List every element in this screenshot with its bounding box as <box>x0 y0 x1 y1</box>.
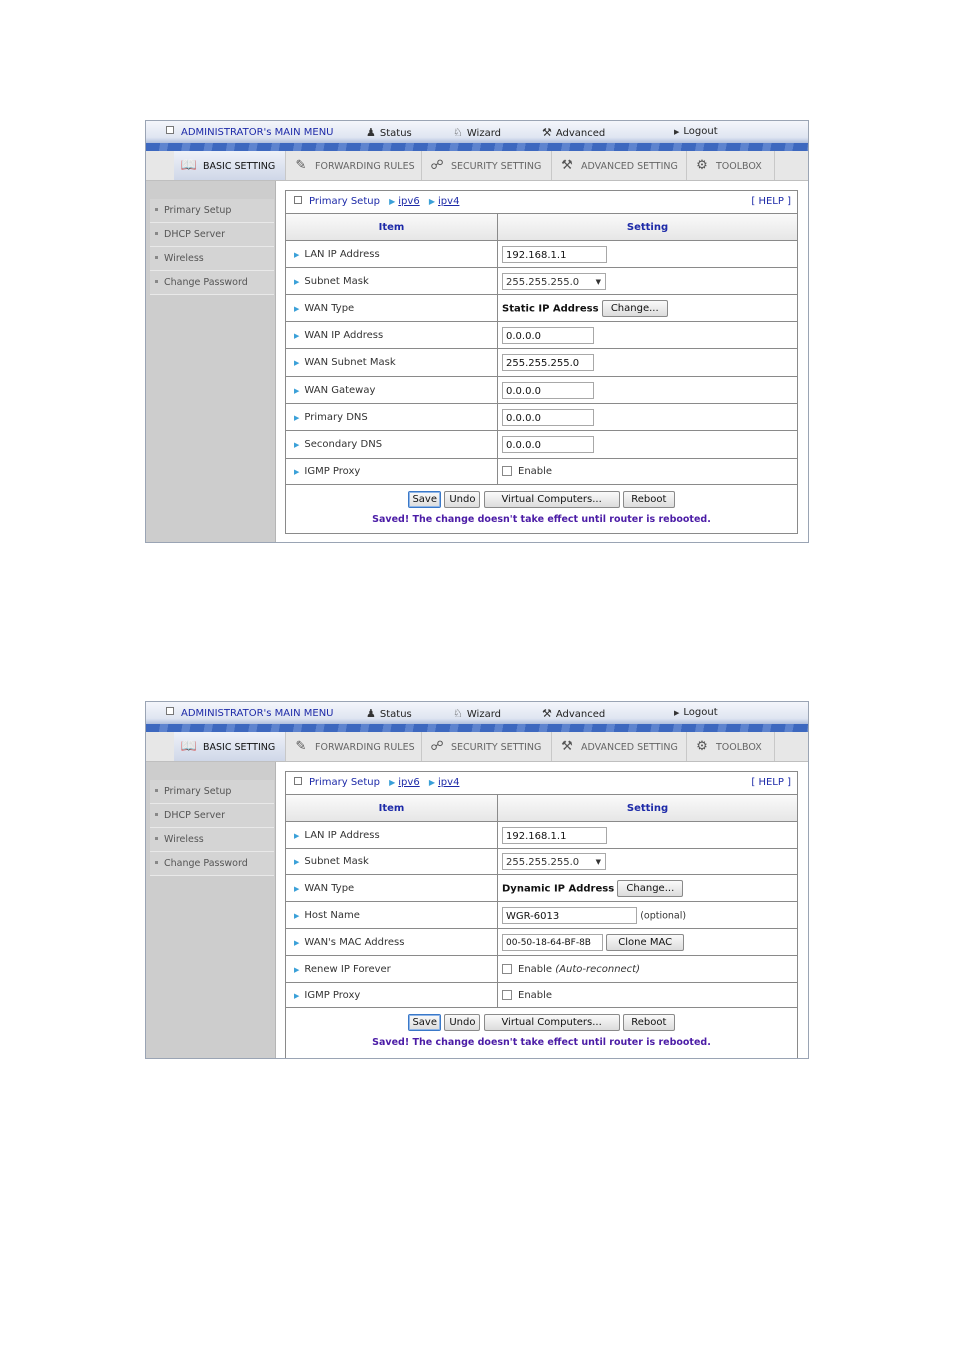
logout-link[interactable]: ▶ Logout <box>674 126 718 137</box>
table-row <box>286 875 797 902</box>
secondary-dns-label: Secondary DNS <box>304 439 383 450</box>
tab-security-setting[interactable]: ☍ SECURITY SETTING <box>422 151 552 180</box>
lan-ip-input[interactable]: 192.168.1.1 <box>502 246 607 263</box>
forward-icon: ✎ <box>295 158 307 173</box>
tab-forwarding-rules[interactable]: ✎ FORWARDING RULES <box>286 732 422 761</box>
square-icon <box>166 707 174 715</box>
wan-type-label: WAN Type <box>304 302 355 314</box>
table-row <box>286 956 797 983</box>
bullet-icon <box>155 280 158 283</box>
lock-icon: ☍ <box>430 739 444 754</box>
menu-stripe <box>146 143 808 151</box>
sidebar <box>146 762 276 1058</box>
chevron-down-icon: ▼ <box>595 858 601 866</box>
primary-setup-panel <box>285 190 798 534</box>
auto-reconnect-hint: (Auto-reconnect) <box>555 963 641 975</box>
admin-menu-title[interactable]: ADMINISTRATOR's MAIN MENU <box>166 126 334 138</box>
host-name-input[interactable]: WGR-6013 <box>502 907 637 924</box>
ipv4-link[interactable]: ipv4 <box>438 196 460 207</box>
primary-dns-input[interactable]: 0.0.0.0 <box>502 409 594 426</box>
tab-toolbox[interactable]: ⚙ TOOLBOX <box>687 151 775 180</box>
table-row <box>286 822 797 849</box>
save-button[interactable]: Save <box>408 1014 441 1031</box>
wan-type-value: Dynamic IP Address <box>502 883 615 894</box>
tab-bar <box>146 151 808 181</box>
saved-message: Saved! The change doesn't take effect until router is rebooted. <box>372 1037 711 1048</box>
setting-header: Setting <box>498 214 798 241</box>
breadcrumb <box>286 772 797 795</box>
bullet-icon <box>155 837 158 840</box>
chevron-down-icon: ▼ <box>595 277 601 286</box>
square-icon <box>294 777 302 785</box>
igmp-proxy-label: IGMP Proxy <box>304 989 361 1001</box>
wan-type-label: WAN Type <box>304 882 355 894</box>
status-link[interactable]: ♟ Status <box>366 126 412 139</box>
wan-subnet-mask-label: WAN Subnet Mask <box>304 357 396 368</box>
toolbox-icon: ⚙ <box>696 739 708 754</box>
help-link[interactable]: [ HELP ] <box>751 196 791 207</box>
subnet-mask-label: Subnet Mask <box>304 856 369 867</box>
wan-subnet-mask-input[interactable]: 255.255.255.0 <box>502 354 594 371</box>
tools-icon: ⚒ <box>542 126 552 139</box>
table-row <box>286 241 797 268</box>
form-footer <box>286 1008 797 1059</box>
renew-enable-label: Enable <box>518 963 553 975</box>
tools-icon: ⚒ <box>542 707 552 720</box>
wan-ip-input[interactable]: 0.0.0.0 <box>502 327 594 344</box>
table-row <box>286 459 797 485</box>
advanced-link[interactable]: ⚒ Advanced <box>542 126 606 139</box>
book-icon: 📖 <box>180 739 198 754</box>
table-row <box>286 349 797 377</box>
arrow-right-icon: ▶ <box>674 128 680 136</box>
tab-advanced-setting[interactable]: ⚒ ADVANCED SETTING <box>552 732 687 761</box>
igmp-proxy-label: IGMP Proxy <box>304 466 361 477</box>
arrow-icon: ▶ <box>428 778 436 787</box>
table-row <box>286 983 797 1008</box>
person-icon: ♟ <box>366 126 376 139</box>
settings-table <box>286 795 797 1008</box>
table-row <box>286 322 797 349</box>
save-button[interactable]: Save <box>408 491 441 508</box>
virtual-computers-button[interactable]: Virtual Computers... <box>484 491 620 508</box>
sidebar-item-change-password[interactable]: Change Password <box>150 271 274 295</box>
wizard-icon: ♘ <box>453 707 463 720</box>
arrow-icon: ▶ <box>294 858 300 866</box>
bullet-icon <box>155 208 158 211</box>
arrow-icon: ▶ <box>294 965 300 974</box>
tab-bar <box>146 732 808 762</box>
ipv4-link[interactable]: ipv4 <box>438 777 460 788</box>
arrow-icon: ▶ <box>294 911 300 920</box>
tab-basic-setting[interactable]: 📖 BASIC SETTING <box>174 732 286 761</box>
arrow-icon: ▶ <box>294 413 300 422</box>
arrow-icon: ▶ <box>294 884 300 893</box>
sidebar-item-primary-setup[interactable]: Primary Setup <box>150 199 274 223</box>
tools-icon: ⚒ <box>561 158 573 173</box>
square-icon <box>166 126 174 134</box>
book-icon: 📖 <box>180 158 198 173</box>
sidebar-item-wireless[interactable]: Wireless <box>150 828 274 852</box>
lock-icon: ☍ <box>430 158 444 173</box>
admin-menu-title[interactable]: ADMINISTRATOR's MAIN MENU <box>166 707 334 719</box>
subnet-mask-select[interactable]: 255.255.255.0 ▼ <box>502 853 606 870</box>
primary-dns-label: Primary DNS <box>304 411 368 423</box>
undo-button[interactable]: Undo <box>444 491 480 508</box>
item-header: Item <box>286 214 498 241</box>
wan-type-value: Static IP Address <box>502 303 599 314</box>
wizard-link[interactable]: ♘ Wizard <box>453 707 501 720</box>
router-screen-dynamic <box>145 701 809 1059</box>
arrow-icon: ▶ <box>389 778 396 787</box>
bullet-icon <box>155 789 158 792</box>
sidebar-item-wireless[interactable]: Wireless <box>150 247 274 271</box>
arrow-icon: ▶ <box>294 386 300 395</box>
ipv6-link[interactable]: ipv6 <box>398 196 420 207</box>
lan-ip-label: LAN IP Address <box>304 248 380 260</box>
sidebar-item-change-password[interactable]: Change Password <box>150 852 274 876</box>
toolbox-icon: ⚙ <box>696 158 708 173</box>
undo-button[interactable]: Undo <box>444 1014 480 1031</box>
secondary-dns-input[interactable]: 0.0.0.0 <box>502 436 594 453</box>
bullet-icon <box>155 232 158 235</box>
advanced-link[interactable]: ⚒ Advanced <box>542 707 606 720</box>
person-icon: ♟ <box>366 707 376 720</box>
wan-ip-label: WAN IP Address <box>304 329 384 341</box>
igmp-proxy-checkbox[interactable] <box>502 466 512 476</box>
tab-security-setting[interactable]: ☍ SECURITY SETTING <box>422 732 552 761</box>
arrow-icon: ▶ <box>294 277 300 286</box>
logout-link[interactable]: ▶ Logout <box>674 707 718 718</box>
item-header: Item <box>286 795 498 822</box>
change-wan-type-button[interactable]: Change... <box>617 880 683 897</box>
reboot-button[interactable]: Reboot <box>623 491 675 508</box>
arrow-right-icon: ▶ <box>674 709 680 717</box>
arrow-icon: ▶ <box>294 468 300 476</box>
tools-icon: ⚒ <box>561 739 573 754</box>
sidebar-item-primary-setup[interactable]: Primary Setup <box>150 780 274 804</box>
main-menu-bar <box>146 121 808 151</box>
help-link[interactable]: [ HELP ] <box>751 777 791 788</box>
table-row <box>286 929 797 956</box>
arrow-icon: ▶ <box>294 304 300 313</box>
change-wan-type-button[interactable]: Change... <box>602 300 668 317</box>
table-row <box>286 902 797 929</box>
igmp-enable-label: Enable <box>518 989 553 1001</box>
wizard-link[interactable]: ♘ Wizard <box>453 126 501 139</box>
tab-forwarding-rules[interactable]: ✎ FORWARDING RULES <box>286 151 422 180</box>
table-row <box>286 377 797 404</box>
breadcrumb-primary-setup: Primary Setup <box>309 777 380 788</box>
sidebar-item-dhcp-server[interactable]: DHCP Server <box>150 223 274 247</box>
virtual-computers-button[interactable]: Virtual Computers... <box>484 1014 620 1031</box>
bullet-icon <box>155 861 158 864</box>
wan-mac-input[interactable]: 00-50-18-64-BF-8B <box>502 934 603 951</box>
arrow-icon: ▶ <box>389 197 396 206</box>
breadcrumb <box>286 191 797 214</box>
arrow-icon: ▶ <box>428 197 436 206</box>
status-link[interactable]: ♟ Status <box>366 707 412 720</box>
table-row <box>286 849 797 875</box>
wizard-icon: ♘ <box>453 126 463 139</box>
lan-ip-input[interactable]: 192.168.1.1 <box>502 827 607 844</box>
arrow-icon: ▶ <box>294 441 300 449</box>
ipv6-link[interactable]: ipv6 <box>398 777 420 788</box>
renew-ip-label: Renew IP Forever <box>304 963 391 975</box>
bullet-icon <box>155 813 158 816</box>
table-row <box>286 268 797 295</box>
main-menu-bar <box>146 702 808 732</box>
table-row <box>286 295 797 322</box>
wan-gateway-input[interactable]: 0.0.0.0 <box>502 382 594 399</box>
arrow-icon: ▶ <box>294 331 300 340</box>
subnet-mask-select[interactable]: 255.255.255.0 ▼ <box>502 273 606 290</box>
arrow-icon: ▶ <box>294 938 300 947</box>
host-name-hint: (optional) <box>640 910 687 921</box>
settings-table <box>286 214 797 485</box>
breadcrumb-primary-setup: Primary Setup <box>309 196 380 207</box>
menu-stripe <box>146 724 808 732</box>
arrow-icon: ▶ <box>294 831 300 840</box>
subnet-mask-label: Subnet Mask <box>304 275 369 287</box>
table-row <box>286 431 797 459</box>
sidebar <box>146 181 276 542</box>
reboot-button[interactable]: Reboot <box>623 1014 675 1031</box>
forward-icon: ✎ <box>295 739 307 754</box>
bullet-icon <box>155 256 158 259</box>
tab-toolbox[interactable]: ⚙ TOOLBOX <box>687 732 775 761</box>
tab-basic-setting[interactable]: 📖 BASIC SETTING <box>174 151 286 180</box>
form-footer <box>286 485 797 533</box>
primary-setup-panel <box>285 771 798 1059</box>
arrow-icon: ▶ <box>294 359 300 367</box>
wan-gateway-label: WAN Gateway <box>304 384 376 396</box>
host-name-label: Host Name <box>304 909 360 921</box>
router-screen-static <box>145 120 809 543</box>
tab-advanced-setting[interactable]: ⚒ ADVANCED SETTING <box>552 151 687 180</box>
saved-message: Saved! The change doesn't take effect until router is rebooted. <box>372 514 711 525</box>
lan-ip-label: LAN IP Address <box>304 829 380 841</box>
renew-ip-checkbox[interactable] <box>502 964 512 974</box>
igmp-enable-label: Enable <box>518 466 553 477</box>
arrow-icon: ▶ <box>294 250 300 259</box>
sidebar-item-dhcp-server[interactable]: DHCP Server <box>150 804 274 828</box>
setting-header: Setting <box>498 795 798 822</box>
wan-mac-label: WAN's MAC Address <box>304 936 405 948</box>
square-icon <box>294 196 302 204</box>
igmp-proxy-checkbox[interactable] <box>502 990 512 1000</box>
clone-mac-button[interactable]: Clone MAC <box>606 934 684 951</box>
arrow-icon: ▶ <box>294 991 300 1000</box>
table-row <box>286 404 797 431</box>
